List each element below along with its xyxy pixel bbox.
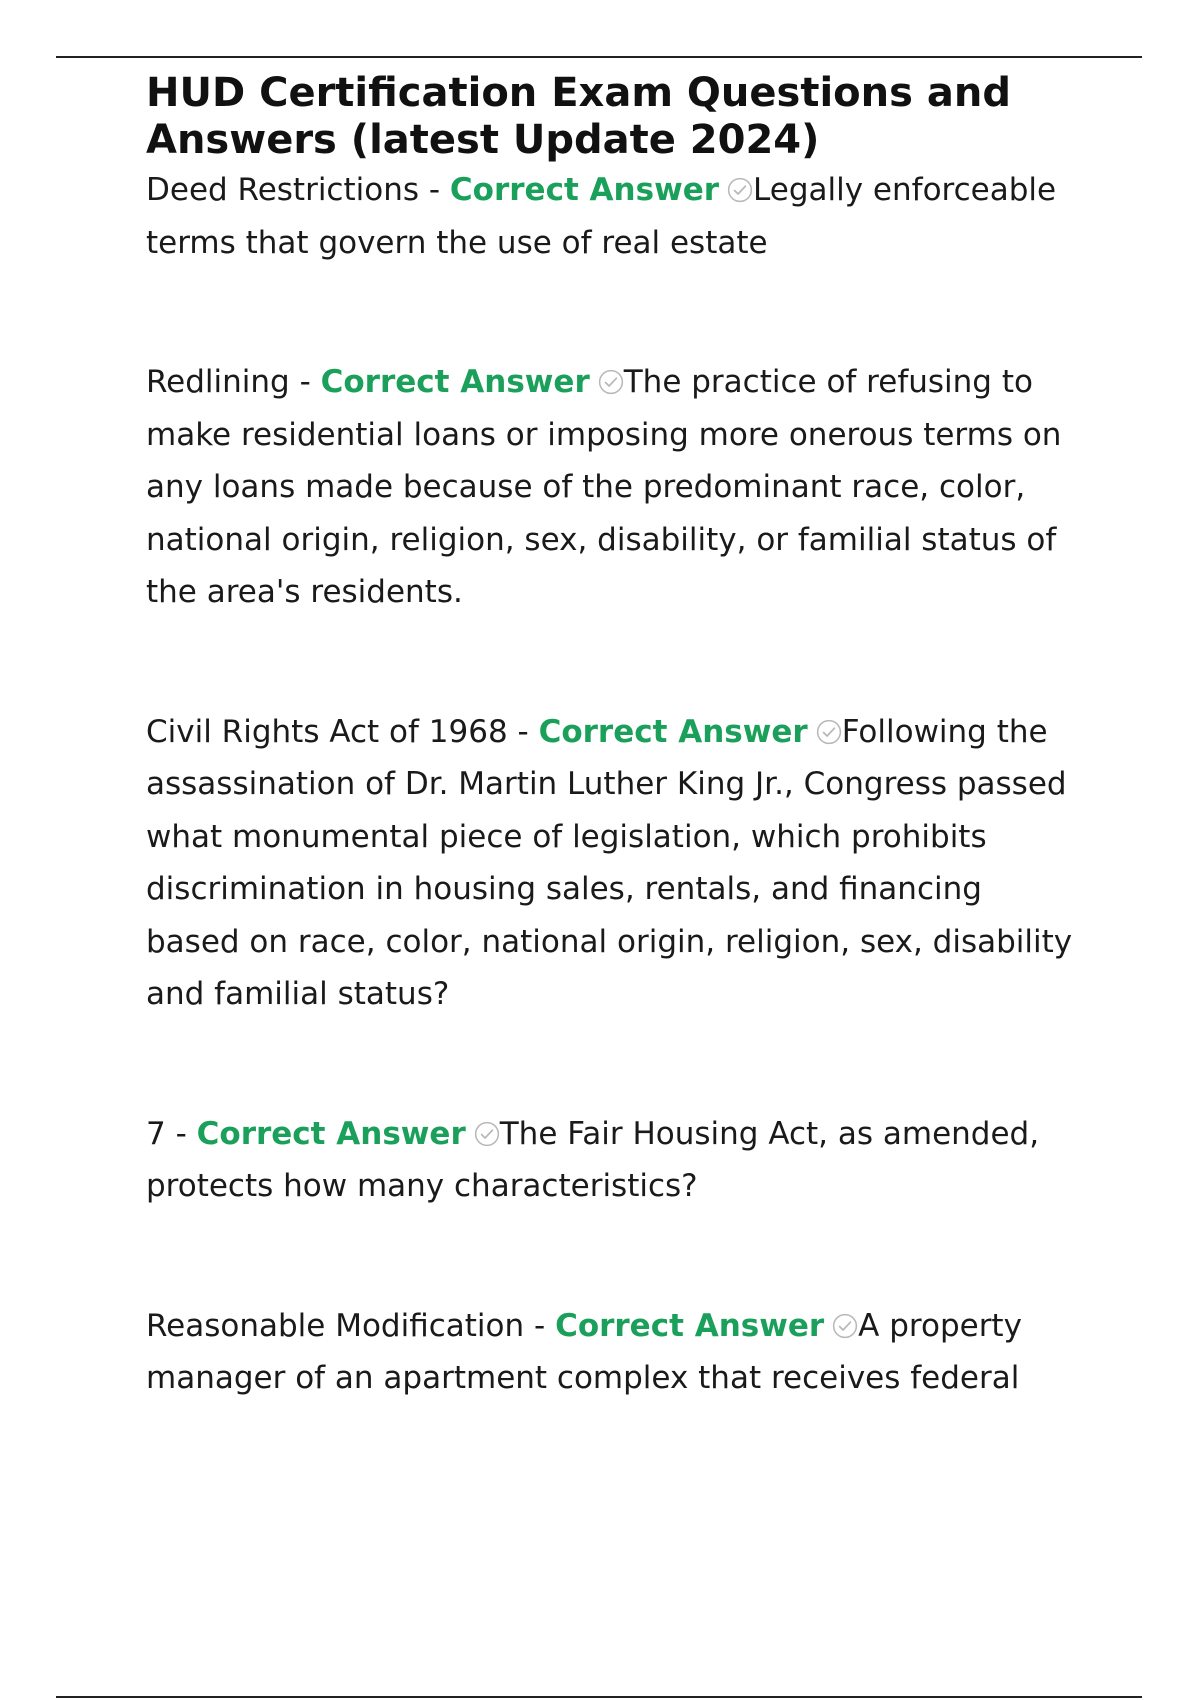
- separator: -: [165, 1115, 197, 1152]
- document-body: [146, 70, 1076, 1405]
- question-term: Redlining: [146, 364, 290, 400]
- question-term: Deed Restrictions: [146, 172, 420, 208]
- correct-answer-label: Correct Answer: [320, 364, 590, 400]
- check-circle-icon: [598, 369, 624, 395]
- qa-item: [146, 356, 1076, 619]
- top-rule: [56, 56, 1142, 58]
- question-term: 7: [146, 1115, 166, 1152]
- answer-text: A property manager of an apartment complex that receives federal: [146, 1307, 1022, 1396]
- check-circle-icon: [474, 1121, 500, 1147]
- correct-answer-label: Correct Answer: [196, 1115, 466, 1152]
- question-term: Reasonable Modification: [146, 1307, 525, 1344]
- separator: -: [507, 713, 539, 750]
- separator: -: [289, 364, 321, 400]
- correct-answer-label: Correct Answer: [538, 713, 808, 750]
- qa-item: [146, 706, 1076, 1021]
- check-circle-icon: [727, 177, 753, 203]
- qa-item: [146, 164, 1076, 269]
- qa-item: [146, 1300, 1076, 1405]
- answer-text: Legally enforceable terms that govern the use of real estate: [146, 172, 1057, 261]
- correct-answer-label: Correct Answer: [449, 172, 720, 208]
- answer-text: The Fair Housing Act, as amended, protects how many characteristics?: [146, 1115, 1040, 1204]
- check-circle-icon: [816, 719, 842, 745]
- separator: -: [524, 1307, 556, 1344]
- answer-text: The practice of refusing to make residential loans or imposing more onerous terms on any loans made because of the predominant race, color, national origin, religion, sex, disability, or familial status of the area's residents.: [146, 364, 1062, 610]
- question-term: Civil Rights Act of 1968: [146, 713, 508, 750]
- qa-item: [146, 1108, 1076, 1213]
- document-title: HUD Certification Exam Questions and Answers (latest Update 2024): [146, 70, 1011, 163]
- bottom-rule: [56, 1696, 1142, 1698]
- check-circle-icon: [832, 1313, 858, 1339]
- correct-answer-label: Correct Answer: [555, 1307, 825, 1344]
- separator: -: [419, 172, 450, 208]
- answer-text: Following the assassination of Dr. Martin Luther King Jr., Congress passed what monumental piece of legislation, which prohibits discrimination in housing sales, rentals, and financing based on race, color, national origin, religion, sex, disability and familial status?: [146, 713, 1073, 1012]
